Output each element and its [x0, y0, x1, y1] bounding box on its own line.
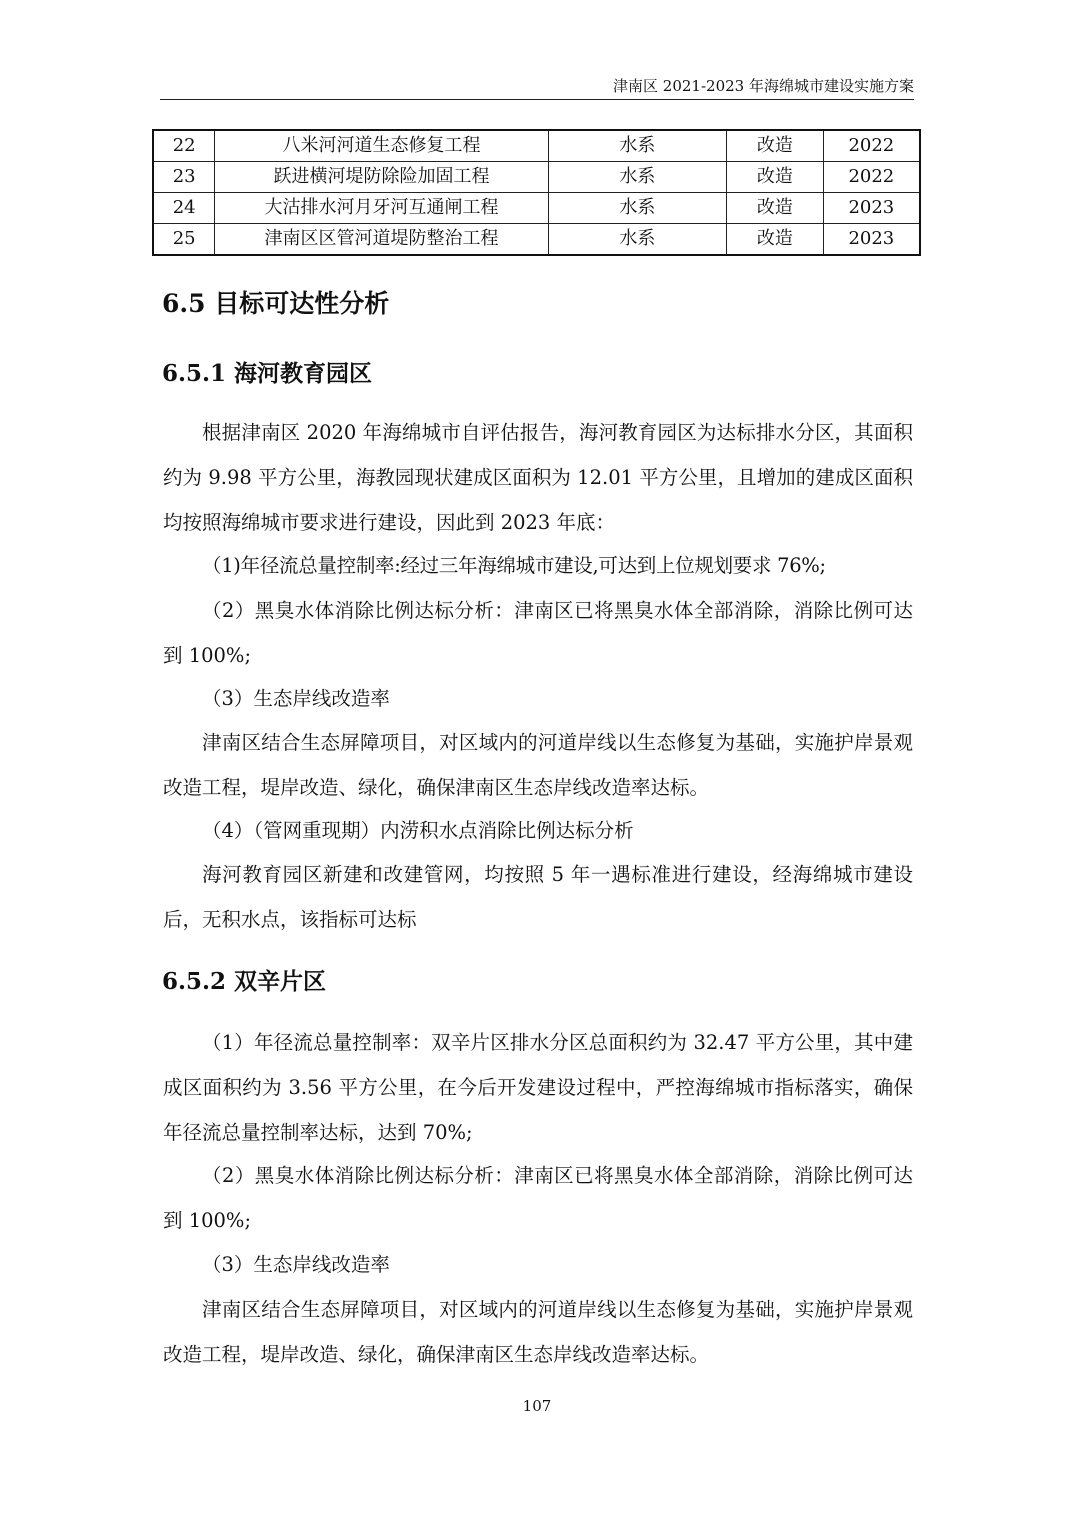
paragraph: （1）年径流总量控制率：双辛片区排水分区总面积约为 32.47 平方公里，其中建成区面积约为 3.56 平方公里，在今后开发建设过程中，严控海绵城市指标落实，确保年径流总量控制率达标，达到 70%;	[163, 1031, 913, 1144]
running-header: 津南区 2021-2023 年海绵城市建设实施方案	[160, 74, 914, 100]
project-year: 2023	[823, 224, 920, 256]
paragraph: （1)年径流总量控制率:经过三年海绵城市建设,可达到上位规划要求 76%;	[202, 554, 826, 577]
project-category: 水系	[548, 193, 726, 224]
row-number: 24	[153, 193, 215, 224]
row-number: 23	[153, 162, 215, 193]
project-name: 大沽排水河月牙河互通闸工程	[215, 193, 548, 224]
paragraph: 津南区结合生态屏障项目，对区域内的河道岸线以生态修复为基础，实施护岸景观改造工程，堤岸改造、绿化，确保津南区生态岸线改造率达标。	[163, 1298, 913, 1366]
section-heading-6-5-1: 6.5.1 海河教育园区	[162, 360, 373, 387]
project-table	[152, 129, 921, 256]
page-number: 107	[522, 1397, 552, 1415]
table-row	[153, 193, 920, 224]
row-number: 22	[153, 130, 215, 162]
row-number: 25	[153, 224, 215, 256]
project-year: 2022	[823, 162, 920, 193]
project-type: 改造	[727, 224, 824, 256]
project-name: 跃进横河堤防除险加固工程	[215, 162, 548, 193]
paragraph: （3）生态岸线改造率	[202, 1253, 390, 1276]
paragraph: （2）黑臭水体消除比例达标分析：津南区已将黑臭水体全部消除，消除比例可达到 100%;	[163, 599, 913, 667]
project-type: 改造	[727, 162, 824, 193]
project-category: 水系	[548, 162, 726, 193]
section-heading-6-5-2: 6.5.2 双辛片区	[162, 968, 327, 995]
paragraph: 海河教育园区新建和改建管网，均按照 5 年一遇标准进行建设，经海绵城市建设后，无积水点，该指标可达标	[163, 863, 913, 931]
project-year: 2023	[823, 193, 920, 224]
paragraph: 根据津南区 2020 年海绵城市自评估报告，海河教育园区为达标排水分区，其面积约为 9.98 平方公里，海教园现状建成区面积为 12.01 平方公里，且增加的建成区面积均按照海绵城市要求进行建设，因此到 2023 年底：	[163, 421, 913, 534]
project-name: 八米河河道生态修复工程	[215, 130, 548, 162]
project-type: 改造	[727, 130, 824, 162]
paragraph: （3）生态岸线改造率	[202, 687, 390, 710]
paragraph: 津南区结合生态屏障项目，对区域内的河道岸线以生态修复为基础，实施护岸景观改造工程，堤岸改造、绿化，确保津南区生态岸线改造率达标。	[163, 731, 913, 799]
paragraph: （4）（管网重现期）内涝积水点消除比例达标分析	[202, 819, 634, 842]
project-category: 水系	[548, 224, 726, 256]
project-category: 水系	[548, 130, 726, 162]
table-row	[153, 162, 920, 193]
section-heading-6-5: 6.5 目标可达性分析	[162, 289, 390, 318]
project-name: 津南区区管河道堤防整治工程	[215, 224, 548, 256]
paragraph: （2）黑臭水体消除比例达标分析：津南区已将黑臭水体全部消除，消除比例可达到 100%;	[163, 1164, 913, 1232]
project-type: 改造	[727, 193, 824, 224]
table-row	[153, 130, 920, 162]
project-year: 2022	[823, 130, 920, 162]
table-row	[153, 224, 920, 256]
